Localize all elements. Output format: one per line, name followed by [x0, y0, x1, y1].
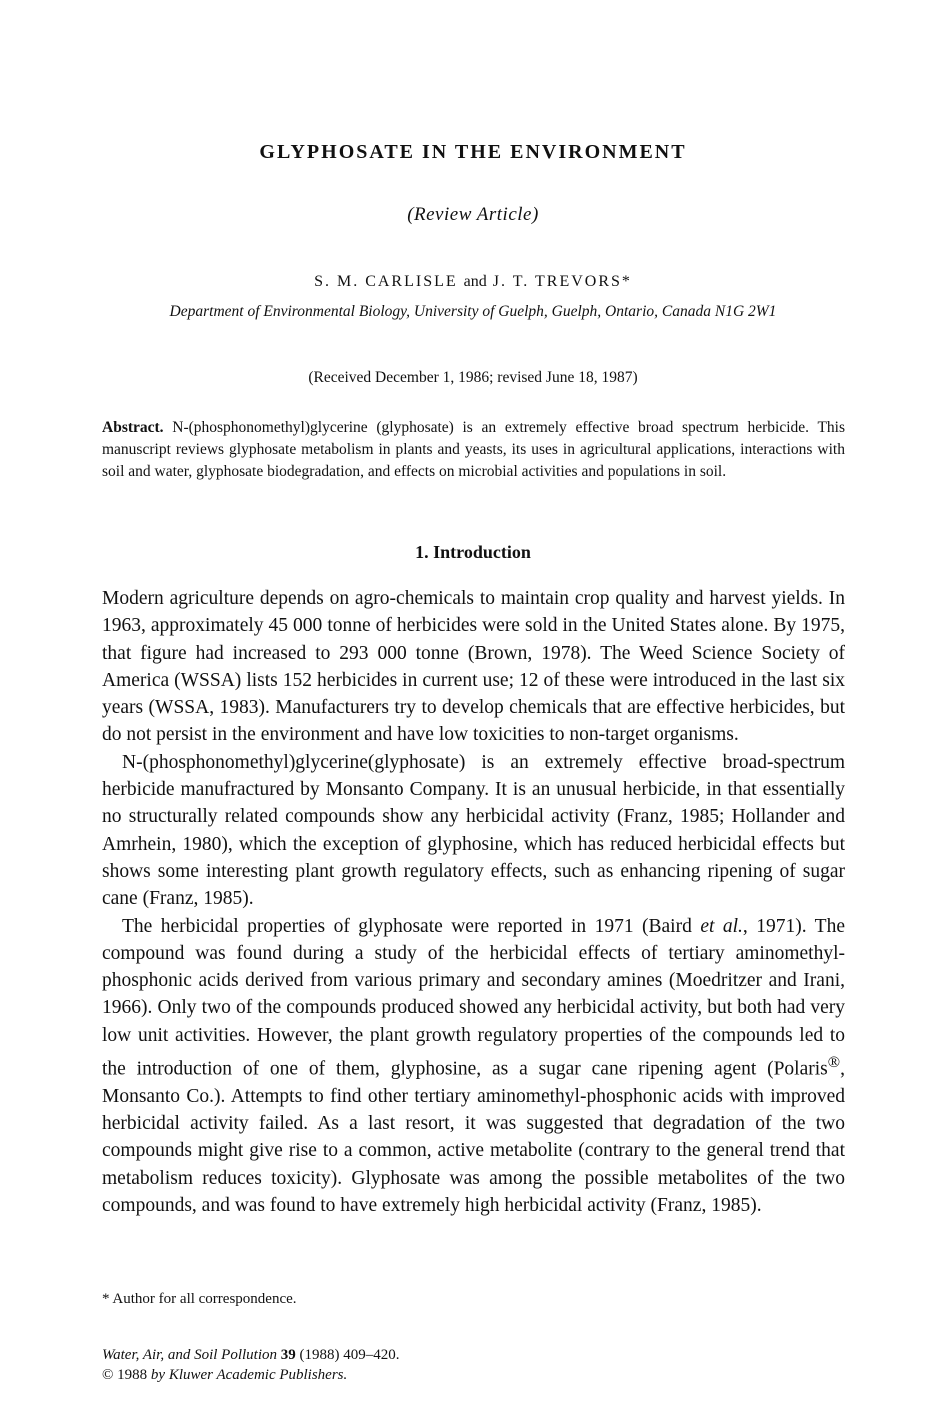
received-dates: (Received December 1, 1986; revised June 18, 1987)	[308, 369, 638, 386]
paragraph-3-part-c: , Monsanto Co.). Attempts to find other tertiary aminomethyl-phosphonic acids with improved herbicidal activity failed. As a last resort, it was suggested that degradation of the two compounds might give rise to a common, active metabolite (contrary to the general trend that metabolism reduces toxicity). Glyphosate was among the possible metabolites of the two compounds, and was found to have extremely high herbicidal activity (Franz, 1985).	[102, 1058, 845, 1217]
abstract	[102, 417, 845, 483]
copyright-symbol: ©	[102, 1367, 114, 1383]
footnote: * Author for all correspondence.	[102, 1291, 297, 1307]
journal-citation	[102, 1345, 845, 1385]
journal-name: Water, Air, and Soil Pollution	[102, 1347, 278, 1363]
copyright-line	[102, 1365, 845, 1385]
et-al: et al.	[700, 915, 743, 937]
registered-mark: ®	[827, 1053, 841, 1072]
journal-volume: 39	[280, 1347, 296, 1363]
author-1: S. M. CARLISLE	[314, 273, 458, 290]
section-number: 1.	[415, 542, 429, 562]
abstract-text: N-(phosphonomethyl)glycerine (glyphosate) is an extremely effective broad spectrum herbicide. This manuscript reviews glyphosate metabolism in plants and yeasts, its uses in agricultural applications, interactions with soil and water, glyphosate biodegradation, and effects on microbial activities and populations in soil.	[102, 419, 846, 480]
section-heading	[0, 542, 946, 563]
author-2: J. T. TREVORS*	[492, 273, 632, 290]
paragraph-3-part-b: , 1971). The compound was found during a study of the herbicidal effects of tertiary aminomethyl-phosphonic acids derived from various primary and secondary amines (Moedritzer and Irani, 1966). Only two of the compounds produced showed any herbicidal activity, but both had very low unit activities. However, the plant growth regulatory properties of the compounds led to the introduction of one of them, glyphosine, as a sugar cane ripening agent (Polaris	[102, 915, 845, 1080]
paragraph-3	[102, 913, 845, 1220]
body-text	[102, 585, 845, 1219]
copyright-year: 1988	[117, 1367, 148, 1383]
article-title: GLYPHOSATE IN THE ENVIRONMENT	[259, 141, 687, 163]
journal-pages: (1988) 409–420.	[299, 1347, 400, 1363]
paragraph-1: Modern agriculture depends on agro-chemicals to maintain crop quality and harvest yields. In 1963, approximately 45 000 tonne of herbicides were sold in the United States alone. By 1975, that figure had increased to 293 000 tonne (Brown, 1978). The Weed Science Society of America (WSSA) lists 152 herbicides in current use; 12 of these were introduced in the last six years (WSSA, 1983). Manufacturers try to develop chemicals that are effective herbicides, but do not persist in the environment and have low toxicities to non-target organisms.	[102, 588, 845, 746]
article-type: (Review Article)	[407, 204, 539, 225]
section-title: Introduction	[433, 542, 531, 562]
author-conjunction: and	[463, 273, 487, 290]
publisher: by Kluwer Academic Publishers.	[150, 1367, 348, 1383]
affiliation: Department of Environmental Biology, University of Guelph, Guelph, Ontario, Canada N1G 2W1	[169, 303, 777, 320]
paragraph-3-part-a: The herbicidal properties of glyphosate were reported in 1971 (Baird	[122, 915, 692, 937]
author-line	[0, 273, 946, 291]
paragraph-2: N-(phosphonomethyl)glycerine(glyphosate) is an extremely effective broad-spectrum herbicide manufractured by Monsanto Company. It is an unusual herbicide, in that essentially no structurally related compounds show any herbicidal activity (Franz, 1985; Hollander and Amrhein, 1980), which the exception of glyphosine, which has reduced herbicidal effects but shows some interesting plant growth regulatory effects, such as enhancing ripening of sugar cane (Franz, 1985).	[102, 751, 845, 910]
abstract-label: Abstract.	[102, 419, 164, 436]
journal-line	[102, 1345, 845, 1365]
